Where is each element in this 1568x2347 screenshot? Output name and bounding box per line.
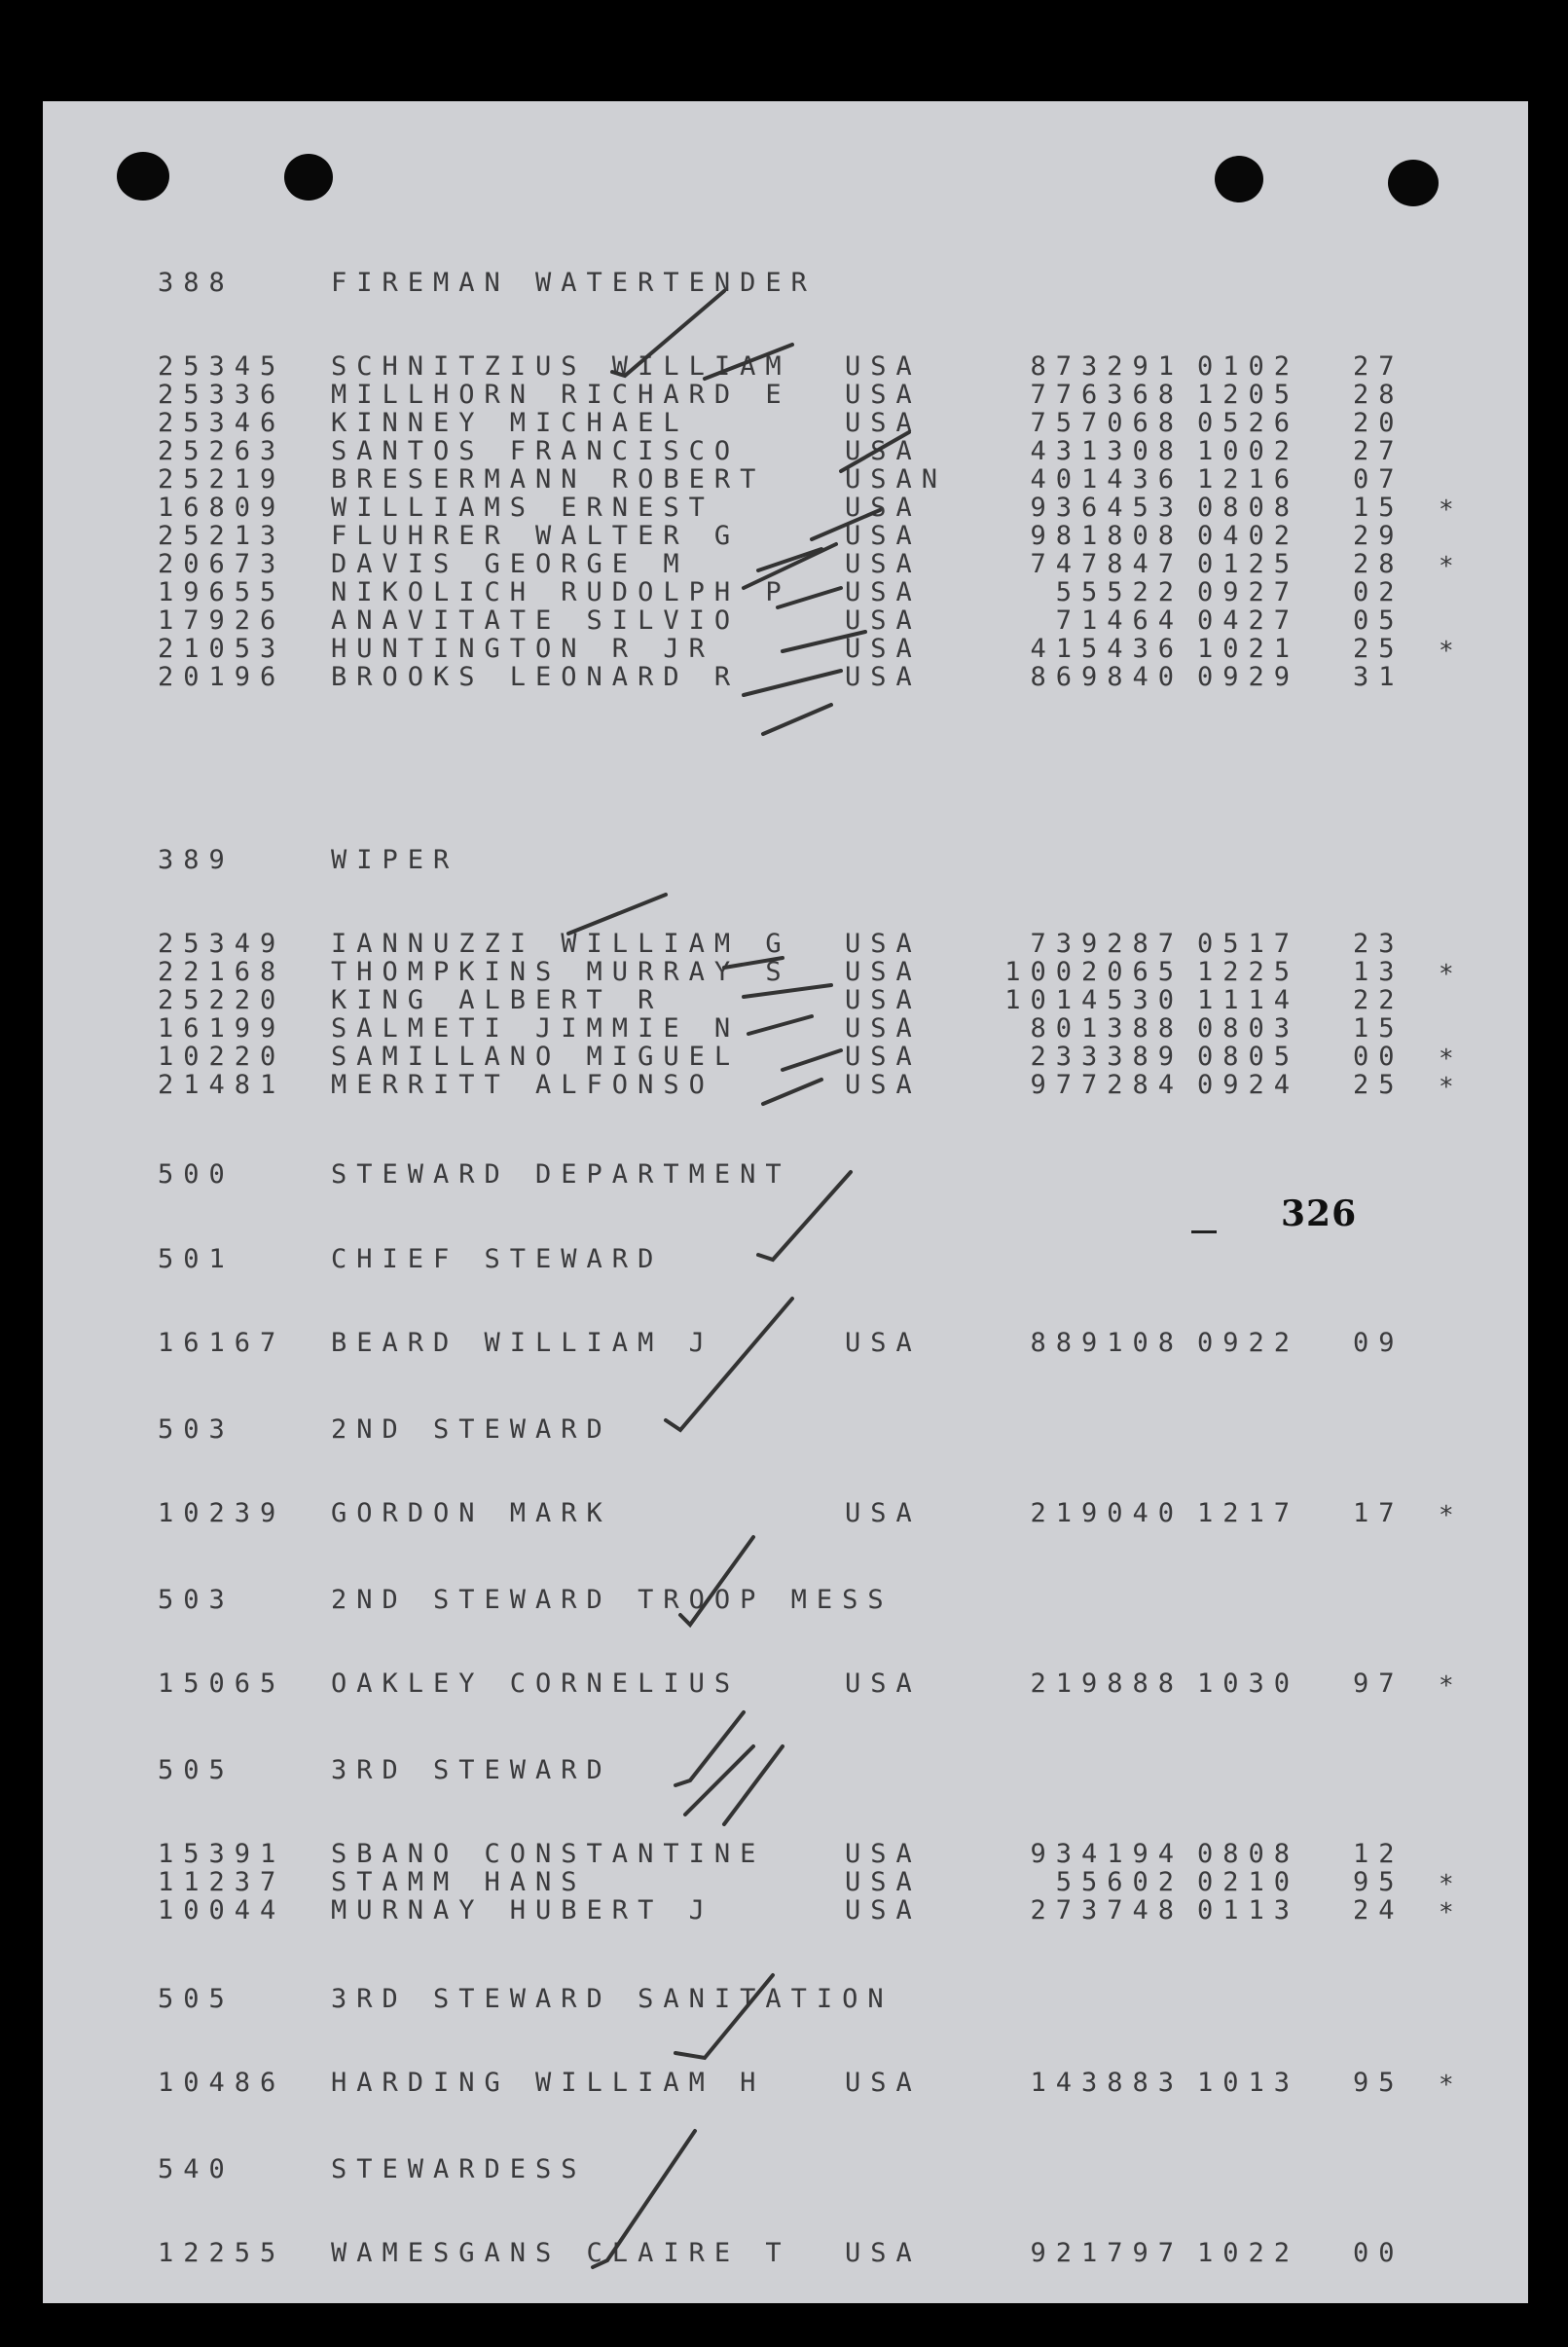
row-reference: 869840 — [1030, 662, 1184, 692]
checkmark-icon — [748, 1016, 812, 1034]
row-reference: 415436 — [1030, 634, 1184, 664]
row-date: 0922 — [1197, 1328, 1300, 1358]
checkmark-icon — [666, 1299, 792, 1430]
row-reference: 889108 — [1030, 1328, 1184, 1358]
row-nationality: USA — [845, 1839, 922, 1869]
row-name: BRESERMANN ROBERT — [331, 464, 766, 495]
row-number: 15391 — [158, 1839, 286, 1869]
asterisk-marker: * — [1439, 1045, 1454, 1074]
row-date: 1216 — [1197, 464, 1300, 495]
asterisk-marker: * — [1439, 637, 1454, 666]
row-age: 17 — [1353, 1498, 1404, 1528]
section-code: 500 — [158, 1159, 235, 1190]
row-age: 22 — [1353, 985, 1404, 1015]
row-date: 0927 — [1197, 577, 1300, 607]
checkmark-icon — [744, 985, 831, 997]
row-number: 21481 — [158, 1070, 286, 1100]
row-date: 0102 — [1197, 351, 1300, 382]
row-reference: 219888 — [1030, 1669, 1184, 1699]
row-name: WAMESGANS CLAIRE T — [331, 2238, 791, 2268]
row-nationality: USA — [845, 985, 922, 1015]
section-code: 505 — [158, 1755, 235, 1785]
row-number: 10044 — [158, 1895, 286, 1925]
asterisk-marker: * — [1439, 2071, 1454, 2100]
row-age: 15 — [1353, 1013, 1404, 1044]
section-title: FIREMAN WATERTENDER — [331, 268, 817, 298]
section-code: 503 — [158, 1585, 235, 1615]
row-name: MERRITT ALFONSO — [331, 1070, 714, 1100]
row-reference: 757068 — [1030, 408, 1184, 438]
row-reference: 921797 — [1030, 2238, 1184, 2268]
row-nationality: USA — [845, 1328, 922, 1358]
row-date: 0526 — [1197, 408, 1300, 438]
row-name: SBANO CONSTANTINE — [331, 1839, 766, 1869]
checkmark-icon — [724, 958, 783, 968]
checkmark-icon — [758, 1172, 851, 1260]
row-date: 0427 — [1197, 605, 1300, 636]
row-date: 1114 — [1197, 985, 1300, 1015]
section-title: 3RD STEWARD SANITATION — [331, 1984, 893, 2014]
section-title: CHIEF STEWARD — [331, 1244, 664, 1274]
asterisk-marker: * — [1439, 960, 1454, 989]
row-reference: 1014530 — [1004, 985, 1184, 1015]
row-nationality: USA — [845, 2068, 922, 2098]
row-age: 97 — [1353, 1669, 1404, 1699]
row-nationality: USA — [845, 1070, 922, 1100]
row-age: 13 — [1353, 957, 1404, 987]
row-reference: 71464 — [1055, 605, 1184, 636]
checkmark-icon — [612, 291, 724, 376]
row-date: 1205 — [1197, 380, 1300, 410]
checkmark-icon — [568, 895, 666, 934]
row-age: 25 — [1353, 634, 1404, 664]
row-age: 05 — [1353, 605, 1404, 636]
row-reference: 776368 — [1030, 380, 1184, 410]
checkmark-icon — [675, 1975, 773, 2058]
row-nationality: USA — [845, 634, 922, 664]
row-reference: 143883 — [1030, 2068, 1184, 2098]
row-name: WILLIAMS ERNEST — [331, 493, 714, 523]
row-nationality: USA — [845, 577, 922, 607]
section-title: WIPER — [331, 845, 459, 875]
row-date: 1030 — [1197, 1669, 1300, 1699]
checkmark-icon — [724, 1746, 783, 1824]
row-number: 16167 — [158, 1328, 286, 1358]
checkmark-icon — [680, 1537, 753, 1625]
section-title: STEWARD DEPARTMENT — [331, 1159, 791, 1190]
row-reference: 55522 — [1055, 577, 1184, 607]
row-name: KING ALBERT R — [331, 985, 664, 1015]
row-reference: 1002065 — [1004, 957, 1184, 987]
row-number: 16199 — [158, 1013, 286, 1044]
row-date: 0517 — [1197, 929, 1300, 959]
row-reference: 219040 — [1030, 1498, 1184, 1528]
row-number: 25263 — [158, 436, 286, 466]
row-age: 95 — [1353, 1867, 1404, 1897]
row-age: 95 — [1353, 2068, 1404, 2098]
row-name: KINNEY MICHAEL — [331, 408, 689, 438]
row-name: MILLHORN RICHARD E — [331, 380, 791, 410]
checkmark-icon — [685, 1746, 753, 1815]
row-name: SCHNITZIUS WILLIAM — [331, 351, 791, 382]
row-name: BEARD WILLIAM J — [331, 1328, 714, 1358]
section-code: 388 — [158, 268, 235, 298]
row-date: 0113 — [1197, 1895, 1300, 1925]
row-name: MURNAY HUBERT J — [331, 1895, 714, 1925]
row-nationality: USA — [845, 605, 922, 636]
row-reference: 739287 — [1030, 929, 1184, 959]
row-name: FLUHRER WALTER G — [331, 521, 741, 551]
row-name: HARDING WILLIAM H — [331, 2068, 766, 2098]
row-age: 24 — [1353, 1895, 1404, 1925]
row-age: 29 — [1353, 521, 1404, 551]
row-name: SALMETI JIMMIE N — [331, 1013, 741, 1044]
asterisk-marker: * — [1439, 1671, 1454, 1701]
row-name: OAKLEY CORNELIUS — [331, 1669, 741, 1699]
checkmark-icon — [675, 1712, 744, 1785]
row-date: 1217 — [1197, 1498, 1300, 1528]
row-reference: 934194 — [1030, 1839, 1184, 1869]
row-nationality: USA — [845, 1867, 922, 1897]
checkmark-icon — [812, 510, 880, 539]
row-name: HUNTINGTON R JR — [331, 634, 714, 664]
row-name: GORDON MARK — [331, 1498, 612, 1528]
row-name: ANAVITATE SILVIO — [331, 605, 741, 636]
checkmark-icon — [763, 705, 831, 734]
row-reference: 981808 — [1030, 521, 1184, 551]
row-name: NIKOLICH RUDOLPH P — [331, 577, 791, 607]
row-reference: 936453 — [1030, 493, 1184, 523]
row-date: 0803 — [1197, 1013, 1300, 1044]
row-number: 20673 — [158, 549, 286, 579]
checkmark-icon — [593, 2131, 695, 2267]
row-reference: 233389 — [1030, 1042, 1184, 1072]
row-number: 25219 — [158, 464, 286, 495]
row-reference: 977284 — [1030, 1070, 1184, 1100]
row-age: 27 — [1353, 351, 1404, 382]
row-number: 17926 — [158, 605, 286, 636]
row-number: 10239 — [158, 1498, 286, 1528]
row-age: 28 — [1353, 549, 1404, 579]
row-date: 0125 — [1197, 549, 1300, 579]
row-reference: 401436 — [1030, 464, 1184, 495]
section-code: 389 — [158, 845, 235, 875]
row-nationality: USA — [845, 351, 922, 382]
row-nationality: USA — [845, 957, 922, 987]
section-title: STEWARDESS — [331, 2154, 587, 2184]
row-nationality: USAN — [845, 464, 948, 495]
row-number: 10220 — [158, 1042, 286, 1072]
checkmarks — [43, 101, 1528, 2303]
section-code: 501 — [158, 1244, 235, 1274]
row-age: 07 — [1353, 464, 1404, 495]
section-code: 503 — [158, 1414, 235, 1445]
asterisk-marker: * — [1439, 1870, 1454, 1899]
section-title: 3RD STEWARD — [331, 1755, 612, 1785]
row-name: DAVIS GEORGE M — [331, 549, 689, 579]
row-name: IANNUZZI WILLIAM G — [331, 929, 791, 959]
row-date: 0808 — [1197, 1839, 1300, 1869]
row-reference: 747847 — [1030, 549, 1184, 579]
row-number: 19655 — [158, 577, 286, 607]
row-nationality: USA — [845, 521, 922, 551]
row-nationality: USA — [845, 493, 922, 523]
section-code: 505 — [158, 1984, 235, 2014]
row-date: 1021 — [1197, 634, 1300, 664]
row-nationality: USA — [845, 2238, 922, 2268]
document-page — [43, 101, 1528, 2303]
row-reference: 873291 — [1030, 351, 1184, 382]
asterisk-marker: * — [1439, 1073, 1454, 1102]
row-name: STAMM HANS — [331, 1867, 587, 1897]
row-number: 25220 — [158, 985, 286, 1015]
checkmark-icon — [778, 588, 841, 607]
row-date: 0808 — [1197, 493, 1300, 523]
row-nationality: USA — [845, 408, 922, 438]
row-age: 31 — [1353, 662, 1404, 692]
row-nationality: USA — [845, 1042, 922, 1072]
row-nationality: USA — [845, 662, 922, 692]
row-name: SANTOS FRANCISCO — [331, 436, 741, 466]
asterisk-marker: * — [1439, 552, 1454, 581]
row-age: 12 — [1353, 1839, 1404, 1869]
row-reference: 55602 — [1055, 1867, 1184, 1897]
row-number: 25336 — [158, 380, 286, 410]
page-number-stamp: 326 — [1281, 1193, 1358, 1234]
row-age: 28 — [1353, 380, 1404, 410]
row-date: 1002 — [1197, 436, 1300, 466]
row-number: 21053 — [158, 634, 286, 664]
row-number: 16809 — [158, 493, 286, 523]
row-age: 02 — [1353, 577, 1404, 607]
row-age: 23 — [1353, 929, 1404, 959]
row-nationality: USA — [845, 929, 922, 959]
row-nationality: USA — [845, 436, 922, 466]
row-reference: 431308 — [1030, 436, 1184, 466]
row-nationality: USA — [845, 1895, 922, 1925]
row-nationality: USA — [845, 1669, 922, 1699]
row-number: 25346 — [158, 408, 286, 438]
checkmark-icon — [744, 544, 836, 588]
row-age: 20 — [1353, 408, 1404, 438]
row-number: 25345 — [158, 351, 286, 382]
row-name: BROOKS LEONARD R — [331, 662, 741, 692]
row-number: 22168 — [158, 957, 286, 987]
section-code: 540 — [158, 2154, 235, 2184]
row-date: 1022 — [1197, 2238, 1300, 2268]
row-age: 27 — [1353, 436, 1404, 466]
row-age: 25 — [1353, 1070, 1404, 1100]
row-nationality: USA — [845, 549, 922, 579]
row-age: 00 — [1353, 1042, 1404, 1072]
row-nationality: USA — [845, 1498, 922, 1528]
row-age: 09 — [1353, 1328, 1404, 1358]
row-number: 25213 — [158, 521, 286, 551]
row-number: 15065 — [158, 1669, 286, 1699]
row-number: 25349 — [158, 929, 286, 959]
row-number: 20196 — [158, 662, 286, 692]
section-title: 2ND STEWARD TROOP MESS — [331, 1585, 893, 1615]
row-number: 11237 — [158, 1867, 286, 1897]
checkmark-icon — [705, 345, 792, 379]
row-date: 0210 — [1197, 1867, 1300, 1897]
row-reference: 801388 — [1030, 1013, 1184, 1044]
checkmark-icon — [744, 671, 841, 695]
row-nationality: USA — [845, 380, 922, 410]
row-name: SAMILLANO MIGUEL — [331, 1042, 741, 1072]
checkmark-icon — [783, 632, 865, 651]
row-number: 12255 — [158, 2238, 286, 2268]
row-name: THOMPKINS MURRAY S — [331, 957, 791, 987]
row-age: 15 — [1353, 493, 1404, 523]
row-date: 0402 — [1197, 521, 1300, 551]
row-date: 1013 — [1197, 2068, 1300, 2098]
section-title: 2ND STEWARD — [331, 1414, 612, 1445]
checkmark-icon — [841, 432, 909, 471]
asterisk-marker: * — [1439, 495, 1454, 525]
row-date: 0805 — [1197, 1042, 1300, 1072]
checkmark-icon — [783, 1050, 841, 1070]
row-date: 0924 — [1197, 1070, 1300, 1100]
asterisk-marker: * — [1439, 1898, 1454, 1927]
checkmark-icon — [763, 1080, 821, 1104]
row-date: 1225 — [1197, 957, 1300, 987]
row-nationality: USA — [845, 1013, 922, 1044]
row-reference: 273748 — [1030, 1895, 1184, 1925]
row-number: 10486 — [158, 2068, 286, 2098]
asterisk-marker: * — [1439, 1501, 1454, 1530]
row-date: 0929 — [1197, 662, 1300, 692]
row-age: 00 — [1353, 2238, 1404, 2268]
